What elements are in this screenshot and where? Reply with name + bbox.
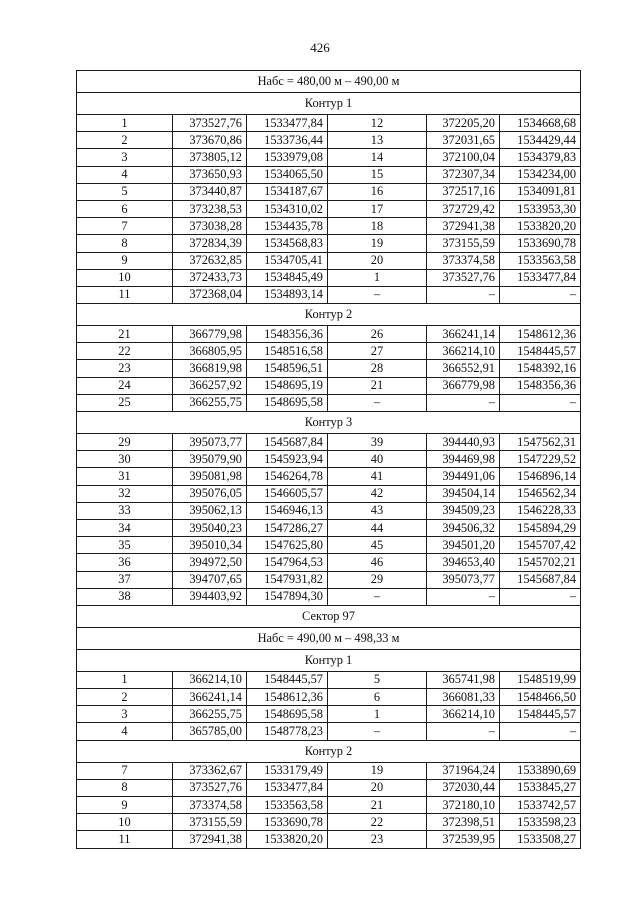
coord-x-cell: 373805,12 <box>173 149 247 166</box>
table-row <box>77 183 581 200</box>
coord-x-cell: 373527,76 <box>427 269 500 286</box>
point-number-cell: 8 <box>77 779 173 796</box>
section-header: Контур 3 <box>77 412 581 434</box>
section-header-row <box>77 740 581 762</box>
coord-x-cell: – <box>427 394 500 411</box>
coord-x-cell: 372205,20 <box>427 115 500 132</box>
coord-x-cell: 394440,93 <box>427 434 500 451</box>
coord-y-cell: – <box>500 286 581 303</box>
point-number-cell: 15 <box>328 166 427 183</box>
coord-x-cell: – <box>427 723 500 740</box>
table-row <box>77 519 581 536</box>
point-number-cell: 3 <box>77 149 173 166</box>
coord-x-cell: 366819,98 <box>173 360 247 377</box>
point-number-cell: 19 <box>328 762 427 779</box>
coord-x-cell: 365741,98 <box>427 671 500 688</box>
section-header-row <box>77 649 581 671</box>
point-number-cell: – <box>328 394 427 411</box>
table-row <box>77 485 581 502</box>
table-row <box>77 149 581 166</box>
coord-x-cell: 395062,13 <box>173 502 247 519</box>
point-number-cell: 9 <box>77 797 173 814</box>
point-number-cell: 14 <box>328 149 427 166</box>
point-number-cell: 1 <box>328 269 427 286</box>
point-number-cell: 35 <box>77 537 173 554</box>
section-header: Контур 2 <box>77 740 581 762</box>
coord-x-cell: 394972,50 <box>173 554 247 571</box>
table-row <box>77 723 581 740</box>
point-number-cell: 24 <box>77 377 173 394</box>
coord-y-cell: 1548519,99 <box>500 671 581 688</box>
coord-y-cell: 1533845,27 <box>500 779 581 796</box>
coord-x-cell: 372941,38 <box>427 218 500 235</box>
coord-x-cell: 373374,58 <box>173 797 247 814</box>
table-row <box>77 394 581 411</box>
point-number-cell: 40 <box>328 451 427 468</box>
coord-y-cell: 1533736,44 <box>247 132 328 149</box>
point-number-cell: 21 <box>328 797 427 814</box>
coord-y-cell: 1547229,52 <box>500 451 581 468</box>
coord-x-cell: 372517,16 <box>427 183 500 200</box>
coord-y-cell: 1546896,14 <box>500 468 581 485</box>
point-number-cell: 32 <box>77 485 173 502</box>
section-header: Контур 2 <box>77 304 581 326</box>
coord-x-cell: 373362,67 <box>173 762 247 779</box>
table-row <box>77 588 581 605</box>
coord-y-cell: 1534668,68 <box>500 115 581 132</box>
coord-x-cell: 372834,39 <box>173 235 247 252</box>
coord-y-cell: 1545923,94 <box>247 451 328 468</box>
coord-y-cell: 1548516,58 <box>247 343 328 360</box>
section-header-row <box>77 71 581 93</box>
point-number-cell: 4 <box>77 166 173 183</box>
coord-x-cell: 373527,76 <box>173 115 247 132</box>
coord-x-cell: 373374,58 <box>427 252 500 269</box>
table-row <box>77 554 581 571</box>
table-row <box>77 451 581 468</box>
point-number-cell: 31 <box>77 468 173 485</box>
point-number-cell: 19 <box>328 235 427 252</box>
coord-y-cell: 1548356,36 <box>247 326 328 343</box>
coord-x-cell: 395010,34 <box>173 537 247 554</box>
table-row <box>77 814 581 831</box>
coord-y-cell: 1548392,16 <box>500 360 581 377</box>
point-number-cell: 8 <box>77 235 173 252</box>
coord-x-cell: 394504,14 <box>427 485 500 502</box>
point-number-cell: 11 <box>77 831 173 848</box>
table-row <box>77 360 581 377</box>
point-number-cell: 13 <box>328 132 427 149</box>
coord-x-cell: 366214,10 <box>427 343 500 360</box>
table-row <box>77 434 581 451</box>
coord-x-cell: 366241,14 <box>173 689 247 706</box>
coord-x-cell: 372100,04 <box>427 149 500 166</box>
point-number-cell: 6 <box>328 689 427 706</box>
coord-y-cell: 1546605,57 <box>247 485 328 502</box>
coord-x-cell: 394491,06 <box>427 468 500 485</box>
coord-x-cell: 394653,40 <box>427 554 500 571</box>
section-header-row <box>77 304 581 326</box>
section-header-row <box>77 93 581 115</box>
point-number-cell: 10 <box>77 814 173 831</box>
coord-x-cell: 373238,53 <box>173 200 247 217</box>
point-number-cell: 29 <box>77 434 173 451</box>
point-number-cell: 9 <box>77 252 173 269</box>
coord-y-cell: 1533690,78 <box>500 235 581 252</box>
point-number-cell: 6 <box>77 200 173 217</box>
table-row <box>77 235 581 252</box>
point-number-cell: 12 <box>328 115 427 132</box>
coord-x-cell: 372180,10 <box>427 797 500 814</box>
coord-y-cell: 1545687,84 <box>247 434 328 451</box>
coord-x-cell: 395040,23 <box>173 519 247 536</box>
coord-y-cell: 1534091,81 <box>500 183 581 200</box>
table-row <box>77 797 581 814</box>
coord-x-cell: 372539,95 <box>427 831 500 848</box>
coord-y-cell: 1547625,80 <box>247 537 328 554</box>
point-number-cell: 28 <box>328 360 427 377</box>
point-number-cell: 20 <box>328 252 427 269</box>
coord-y-cell: 1533508,27 <box>500 831 581 848</box>
coord-x-cell: 372030,44 <box>427 779 500 796</box>
point-number-cell: 29 <box>328 571 427 588</box>
point-number-cell: 4 <box>77 723 173 740</box>
coord-x-cell: 366779,98 <box>173 326 247 343</box>
coord-y-cell: 1533477,84 <box>500 269 581 286</box>
coord-y-cell: – <box>500 588 581 605</box>
table-row <box>77 377 581 394</box>
coord-x-cell: 372433,73 <box>173 269 247 286</box>
section-header-row <box>77 605 581 627</box>
coord-y-cell: 1548695,58 <box>247 706 328 723</box>
table-row <box>77 200 581 217</box>
coord-y-cell: – <box>500 723 581 740</box>
coord-x-cell: 366214,10 <box>427 706 500 723</box>
coord-y-cell: 1548612,36 <box>247 689 328 706</box>
point-number-cell: 37 <box>77 571 173 588</box>
point-number-cell: 36 <box>77 554 173 571</box>
table-row <box>77 706 581 723</box>
coord-y-cell: 1533563,58 <box>500 252 581 269</box>
coord-x-cell: 373527,76 <box>173 779 247 796</box>
coord-x-cell: 366255,75 <box>173 394 247 411</box>
coordinates-table <box>76 70 581 849</box>
coord-y-cell: 1534893,14 <box>247 286 328 303</box>
coord-y-cell: 1548695,58 <box>247 394 328 411</box>
coord-x-cell: 395073,77 <box>173 434 247 451</box>
point-number-cell: 43 <box>328 502 427 519</box>
point-number-cell: 3 <box>77 706 173 723</box>
point-number-cell: 17 <box>328 200 427 217</box>
coord-y-cell: 1533742,57 <box>500 797 581 814</box>
coord-x-cell: 366257,92 <box>173 377 247 394</box>
point-number-cell: 16 <box>328 183 427 200</box>
point-number-cell: 30 <box>77 451 173 468</box>
section-header-row <box>77 627 581 649</box>
coord-x-cell: 366214,10 <box>173 671 247 688</box>
point-number-cell: – <box>328 723 427 740</box>
coord-y-cell: 1533477,84 <box>247 779 328 796</box>
coord-x-cell: 372307,34 <box>427 166 500 183</box>
point-number-cell: 44 <box>328 519 427 536</box>
coord-y-cell: 1546228,33 <box>500 502 581 519</box>
coord-x-cell: 373440,87 <box>173 183 247 200</box>
point-number-cell: 18 <box>328 218 427 235</box>
table-row <box>77 571 581 588</box>
table-row <box>77 326 581 343</box>
point-number-cell: – <box>328 588 427 605</box>
point-number-cell: 38 <box>77 588 173 605</box>
coord-x-cell: 372729,42 <box>427 200 500 217</box>
coord-y-cell: 1534429,44 <box>500 132 581 149</box>
point-number-cell: 22 <box>328 814 427 831</box>
coord-x-cell: 372398,51 <box>427 814 500 831</box>
coord-y-cell: 1547894,30 <box>247 588 328 605</box>
point-number-cell: 21 <box>77 326 173 343</box>
coord-y-cell: 1534310,02 <box>247 200 328 217</box>
point-number-cell: 5 <box>77 183 173 200</box>
point-number-cell: 20 <box>328 779 427 796</box>
table-row <box>77 779 581 796</box>
section-header: Набс = 490,00 м – 498,33 м <box>77 627 581 649</box>
coord-x-cell: 394469,98 <box>427 451 500 468</box>
point-number-cell: 7 <box>77 762 173 779</box>
coord-x-cell: 373670,86 <box>173 132 247 149</box>
table-row <box>77 343 581 360</box>
section-header: Контур 1 <box>77 649 581 671</box>
coord-x-cell: 372941,38 <box>173 831 247 848</box>
coord-x-cell: 373155,59 <box>427 235 500 252</box>
point-number-cell: 26 <box>328 326 427 343</box>
table-row <box>77 252 581 269</box>
coord-x-cell: 395079,90 <box>173 451 247 468</box>
coord-y-cell: 1533979,08 <box>247 149 328 166</box>
coord-x-cell: 395073,77 <box>427 571 500 588</box>
point-number-cell: 7 <box>77 218 173 235</box>
point-number-cell: 21 <box>328 377 427 394</box>
point-number-cell: 1 <box>77 671 173 688</box>
coord-x-cell: 394509,23 <box>427 502 500 519</box>
coord-y-cell: 1547931,82 <box>247 571 328 588</box>
point-number-cell: 42 <box>328 485 427 502</box>
coord-x-cell: 366779,98 <box>427 377 500 394</box>
coord-y-cell: 1533890,69 <box>500 762 581 779</box>
coord-y-cell: 1545687,84 <box>500 571 581 588</box>
table-row <box>77 166 581 183</box>
coord-y-cell: 1533690,78 <box>247 814 328 831</box>
coord-x-cell: 365785,00 <box>173 723 247 740</box>
page-number: 426 <box>310 40 330 55</box>
table-row <box>77 671 581 688</box>
coord-y-cell: 1548466,50 <box>500 689 581 706</box>
coord-y-cell: 1534435,78 <box>247 218 328 235</box>
coord-x-cell: 366552,91 <box>427 360 500 377</box>
point-number-cell: 46 <box>328 554 427 571</box>
coord-x-cell: 366081,33 <box>427 689 500 706</box>
coord-y-cell: 1533179,49 <box>247 762 328 779</box>
table-row <box>77 537 581 554</box>
coord-y-cell: 1533953,30 <box>500 200 581 217</box>
coord-x-cell: 394506,32 <box>427 519 500 536</box>
coord-y-cell: 1546946,13 <box>247 502 328 519</box>
coord-y-cell: 1534065,50 <box>247 166 328 183</box>
coord-x-cell: 373038,28 <box>173 218 247 235</box>
coord-y-cell: 1548695,19 <box>247 377 328 394</box>
point-number-cell: 41 <box>328 468 427 485</box>
table-row <box>77 762 581 779</box>
point-number-cell: 23 <box>328 831 427 848</box>
coord-y-cell: 1547964,53 <box>247 554 328 571</box>
coord-y-cell: 1545702,21 <box>500 554 581 571</box>
point-number-cell: 10 <box>77 269 173 286</box>
coord-y-cell: 1548445,57 <box>500 343 581 360</box>
point-number-cell: 1 <box>328 706 427 723</box>
point-number-cell: 45 <box>328 537 427 554</box>
coord-y-cell: 1548445,57 <box>247 671 328 688</box>
coord-x-cell: 372632,85 <box>173 252 247 269</box>
coord-y-cell: 1533598,23 <box>500 814 581 831</box>
point-number-cell: 1 <box>77 115 173 132</box>
point-number-cell: 25 <box>77 394 173 411</box>
point-number-cell: 2 <box>77 689 173 706</box>
coord-x-cell: 395081,98 <box>173 468 247 485</box>
coord-y-cell: 1534187,67 <box>247 183 328 200</box>
coord-y-cell: 1533820,20 <box>500 218 581 235</box>
coord-y-cell: 1546562,34 <box>500 485 581 502</box>
coord-x-cell: 373650,93 <box>173 166 247 183</box>
coord-y-cell: 1547562,31 <box>500 434 581 451</box>
coord-y-cell: 1548356,36 <box>500 377 581 394</box>
coord-y-cell: 1548596,51 <box>247 360 328 377</box>
point-number-cell: 39 <box>328 434 427 451</box>
point-number-cell: 33 <box>77 502 173 519</box>
coord-x-cell: – <box>427 286 500 303</box>
section-header: Набс = 480,00 м – 490,00 м <box>77 71 581 93</box>
coord-y-cell: 1534568,83 <box>247 235 328 252</box>
table-row <box>77 269 581 286</box>
coord-x-cell: 373155,59 <box>173 814 247 831</box>
coord-x-cell: 371964,24 <box>427 762 500 779</box>
table-row <box>77 286 581 303</box>
section-header: Сектор 97 <box>77 605 581 627</box>
coord-x-cell: 366805,95 <box>173 343 247 360</box>
point-number-cell: 27 <box>328 343 427 360</box>
point-number-cell: 11 <box>77 286 173 303</box>
coord-y-cell: 1547286,27 <box>247 519 328 536</box>
coord-x-cell: 366241,14 <box>427 326 500 343</box>
coord-x-cell: 372368,04 <box>173 286 247 303</box>
coord-y-cell: 1545707,42 <box>500 537 581 554</box>
coord-y-cell: 1548445,57 <box>500 706 581 723</box>
coord-y-cell: 1534379,83 <box>500 149 581 166</box>
coord-x-cell: 394501,20 <box>427 537 500 554</box>
coord-y-cell: – <box>500 394 581 411</box>
coord-y-cell: 1533477,84 <box>247 115 328 132</box>
coord-y-cell: 1534845,49 <box>247 269 328 286</box>
table-row <box>77 502 581 519</box>
table-row <box>77 468 581 485</box>
coord-y-cell: 1533820,20 <box>247 831 328 848</box>
point-number-cell: 5 <box>328 671 427 688</box>
coord-y-cell: 1548612,36 <box>500 326 581 343</box>
table-row <box>77 689 581 706</box>
coord-y-cell: 1534234,00 <box>500 166 581 183</box>
table-row <box>77 115 581 132</box>
coord-x-cell: 366255,75 <box>173 706 247 723</box>
coord-y-cell: 1533563,58 <box>247 797 328 814</box>
point-number-cell: 23 <box>77 360 173 377</box>
point-number-cell: 2 <box>77 132 173 149</box>
table-row <box>77 218 581 235</box>
coord-y-cell: 1546264,78 <box>247 468 328 485</box>
section-header-row <box>77 412 581 434</box>
coord-y-cell: 1545894,29 <box>500 519 581 536</box>
coord-x-cell: 394403,92 <box>173 588 247 605</box>
coord-y-cell: 1548778,23 <box>247 723 328 740</box>
coord-y-cell: 1534705,41 <box>247 252 328 269</box>
coord-x-cell: 394707,65 <box>173 571 247 588</box>
coord-x-cell: 395076,05 <box>173 485 247 502</box>
point-number-cell: 22 <box>77 343 173 360</box>
coord-x-cell: 372031,65 <box>427 132 500 149</box>
table-row <box>77 831 581 848</box>
section-header: Контур 1 <box>77 93 581 115</box>
coord-x-cell: – <box>427 588 500 605</box>
point-number-cell: 34 <box>77 519 173 536</box>
table-row <box>77 132 581 149</box>
point-number-cell: – <box>328 286 427 303</box>
